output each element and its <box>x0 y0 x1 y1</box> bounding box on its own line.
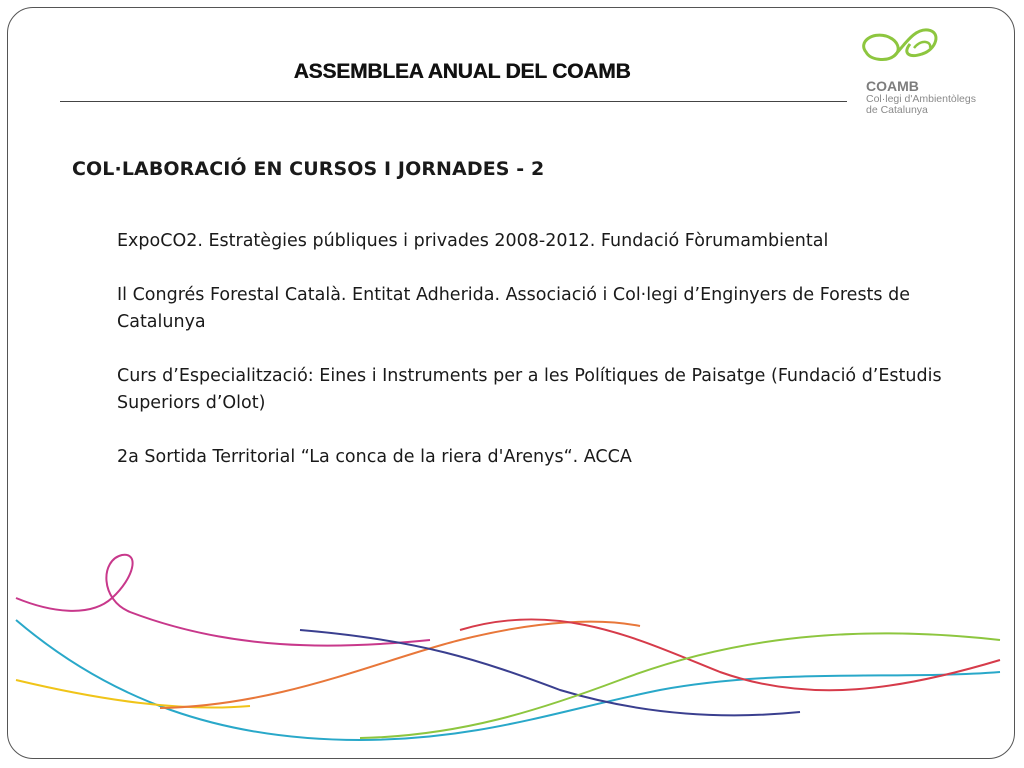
logo-text <box>866 79 976 116</box>
logo-subtitle-line-1: Col·legi d'Ambientòlegs <box>866 92 976 105</box>
list-item: Curs d’Especialització: Eines i Instruments per a les Polítiques de Paisatge (Fundació d’Estudis Superiors d’Olot) <box>117 366 942 413</box>
header-title: ASSEMBLEA ANUAL DEL COAMB <box>293 60 631 83</box>
header-divider <box>60 101 847 102</box>
section-title: COL·LABORACIÓ EN CURSOS I JORNADES - 2 <box>72 158 545 180</box>
list-item: Il Congrés Forestal Català. Entitat Adherida. Associació i Col·legi d’Enginyers de Forests de Catalunya <box>117 285 910 332</box>
collaboration-list <box>117 228 977 498</box>
list-item: ExpoCO2. Estratègies públiques i privades 2008-2012. Fundació Fòrumambiental <box>117 231 829 251</box>
logo-name: COAMB <box>866 78 919 94</box>
list-item: 2a Sortida Territorial “La conca de la riera d'Arenys“. ACCA <box>117 447 632 467</box>
logo-subtitle-line-2: de Catalunya <box>866 103 928 116</box>
